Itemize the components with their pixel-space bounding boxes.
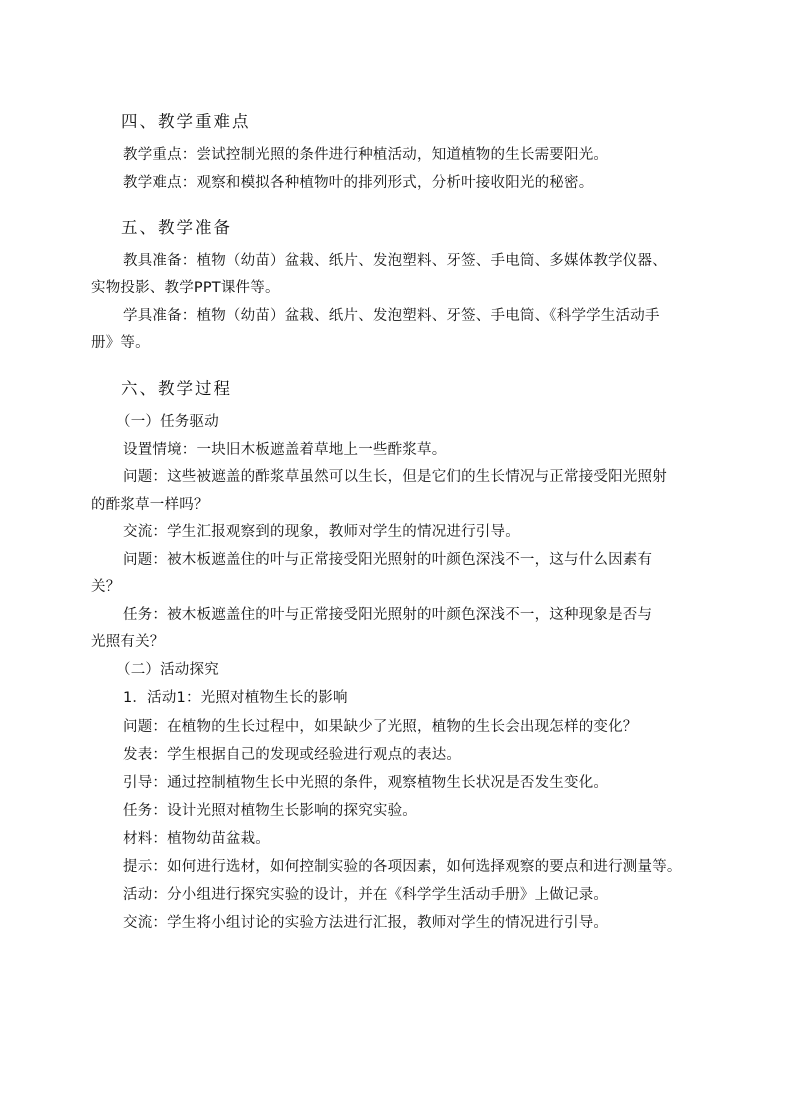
student-prep-line1: 学具准备：植物（幼苗）盆栽、纸片、发泡塑料、牙签、手电筒、《科学学生活动手 (123, 308, 660, 324)
section-heading-process: 六、教学过程 (121, 379, 232, 398)
activity-text: 活动：分小组进行探究实验的设计，并在《科学学生活动手册》上做记录。 (123, 887, 609, 903)
scenario-text: 设置情境：一块旧木板遮盖着草地上一些酢浆草。 (123, 442, 447, 458)
task1-line1: 任务：被木板遮盖住的叶与正常接受阳光照射的叶颜色深浅不一，这种现象是否与 (123, 607, 653, 623)
guide-text: 引导：通过控制植物生长中光照的条件，观察植物生长状况是否发生变化。 (123, 775, 609, 791)
teacher-prep-line2: 实物投影、教学PPT课件等。 (91, 280, 280, 296)
task1-line2: 光照有关？ (91, 634, 165, 650)
exchange2-text: 交流：学生将小组讨论的实验方法进行汇报，教师对学生的情况进行引导。 (123, 915, 609, 931)
part1-title: （一）任务驱动 (116, 414, 219, 430)
exchange1-text: 交流：学生汇报观察到的现象，教师对学生的情况进行引导。 (123, 524, 520, 540)
student-prep-line2: 册》等。 (91, 335, 150, 351)
section-heading-key-points: 四、教学重难点 (121, 112, 251, 131)
part2-title: （二）活动探究 (116, 662, 219, 678)
material-text: 材料：植物幼苗盆栽。 (123, 831, 270, 847)
difficulty-text: 教学难点：观察和模拟各种植物叶的排列形式，分析叶接收阳光的秘密。 (123, 175, 594, 191)
present-text: 发表：学生根据自己的发现或经验进行观点的表达。 (123, 747, 462, 763)
teacher-prep-line1: 教具准备：植物（幼苗）盆栽、纸片、发泡塑料、牙签、手电筒、多媒体教学仪器、 (123, 253, 667, 269)
hint-text: 提示：如何进行选材，如何控制实验的各项因素，如何选择观察的要点和进行测量等。 (123, 859, 682, 875)
activity1-title: 1．活动1：光照对植物生长的影响 (123, 690, 348, 706)
task2-text: 任务：设计光照对植物生长影响的探究实验。 (123, 803, 417, 819)
question2-line1: 问题：被木板遮盖住的叶与正常接受阳光照射的叶颜色深浅不一，这与什么因素有 (123, 552, 653, 568)
question2-line2: 关？ (91, 579, 121, 595)
key-point-text: 教学重点：尝试控制光照的条件进行种植活动，知道植物的生长需要阳光。 (123, 147, 609, 163)
question1-line1: 问题：这些被遮盖的酢浆草虽然可以生长，但是它们的生长情况与正常接受阳光照射 (123, 469, 667, 485)
section-heading-preparation: 五、教学准备 (121, 218, 232, 237)
question3-text: 问题：在植物的生长过程中，如果缺少了光照，植物的生长会出现怎样的变化？ (123, 719, 638, 735)
question1-line2: 的酢浆草一样吗？ (91, 497, 209, 513)
